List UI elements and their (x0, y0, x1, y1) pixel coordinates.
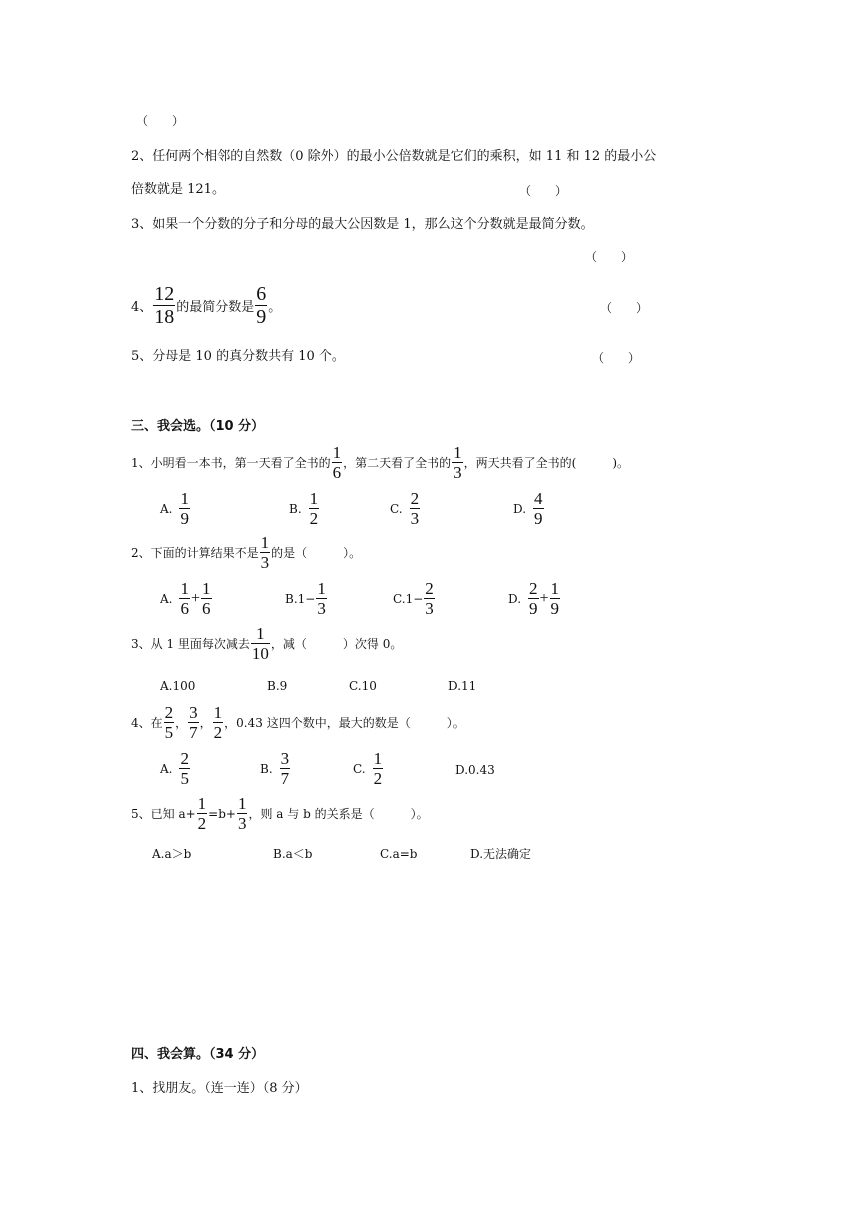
fraction-3-7 (188, 704, 199, 741)
s3-q4-stem (131, 704, 465, 741)
fraction-denominator: 2 (373, 769, 383, 788)
option-label: C. (390, 501, 403, 516)
s3-q5-option-a: A.a＞b (152, 847, 192, 861)
s4-q1-text: 1、找朋友。（连一连）（8 分） (131, 1081, 308, 1096)
option-fraction (424, 580, 435, 617)
fraction-numerator: 1 (373, 749, 383, 768)
q4-prefix: 4、 (131, 300, 153, 315)
section-3-heading: 三、我会选。（10 分） (131, 419, 265, 434)
fraction-1-3 (260, 534, 271, 571)
q4-suffix: 。 (268, 300, 282, 315)
s3-q4-text-1: 4、在 (131, 716, 163, 730)
fraction-1-3 (452, 444, 463, 481)
option-prefix: 1− (297, 591, 316, 606)
fraction-numerator: 1 (256, 624, 265, 643)
s3-q3-stem (131, 625, 402, 662)
plus-sign: + (539, 589, 549, 607)
s3-q3-option-c: C.10 (349, 679, 377, 693)
s3-q2-option-d (508, 580, 561, 617)
option-label: B. (289, 501, 302, 516)
option-label: A. (160, 591, 173, 606)
separator: ， (199, 716, 212, 730)
fraction-denominator: 7 (189, 723, 198, 742)
fraction-numerator: 1 (453, 443, 462, 462)
q2-line-2: 倍数就是 121。 (131, 182, 225, 197)
fraction-denominator: 2 (309, 509, 319, 528)
fraction-numerator: 3 (189, 703, 198, 722)
answer-paren-q4: （ ） (600, 301, 649, 315)
fraction-denominator: 6 (202, 599, 211, 618)
fraction-6-9 (255, 284, 267, 327)
option-label: A. (160, 761, 173, 776)
fraction-denominator: 6 (332, 463, 342, 482)
fraction-denominator: 2 (213, 723, 223, 742)
option-label: B. (285, 591, 298, 606)
option-fraction (179, 580, 190, 617)
s3-q2-option-b (285, 580, 328, 617)
fraction-numerator: 1 (213, 703, 223, 722)
option-fraction (410, 490, 421, 527)
q5-text: 5、分母是 10 的真分数共有 10 个。 (131, 349, 345, 364)
fraction-denominator: 5 (180, 769, 189, 788)
s3-q2-text-2: 的是（ ）。 (271, 546, 362, 560)
option-prefix: 1− (405, 591, 424, 606)
option-label: D. (508, 591, 522, 606)
s3-q2-text-1: 2、下面的计算结果不是 (131, 546, 259, 560)
fraction-numerator: 2 (425, 579, 434, 598)
option-label: C. (353, 761, 366, 776)
fraction-denominator: 3 (453, 463, 462, 482)
s3-q4-text-2: ，0.43 这四个数中，最大的数是（ ）。 (224, 716, 465, 730)
s3-q5-option-c: C.a=b (380, 847, 418, 861)
s3-q1-option-a (160, 490, 191, 527)
fraction-1-6 (332, 444, 343, 481)
option-fraction (201, 580, 212, 617)
s3-q5-option-d: D.无法确定 (470, 847, 532, 861)
fraction-1-10 (251, 625, 270, 662)
section-4-heading: 四、我会算。（34 分） (131, 1047, 265, 1062)
fraction-numerator: 1 (202, 579, 211, 598)
s3-q1-option-c (390, 490, 421, 527)
fraction-numerator: 2 (410, 489, 420, 508)
fraction-denominator: 6 (180, 599, 189, 618)
s3-q4-option-d: D.0.43 (455, 763, 495, 777)
fraction-numerator: 1 (197, 794, 207, 813)
q2-line-1: 2、任何两个相邻的自然数（0 除外）的最小公倍数就是它们的乘积，如 11 和 12 的最小公 (131, 149, 657, 164)
q3-text: 3、如果一个分数的分子和分母的最大公因数是 1，那么这个分数就是最简分数。 (131, 217, 594, 232)
fraction-denominator: 18 (154, 306, 175, 328)
fraction-numerator: 1 (237, 794, 247, 813)
option-fraction (550, 580, 561, 617)
fraction-denominator: 5 (164, 723, 174, 742)
s3-q1-option-d (513, 490, 545, 527)
fraction-numerator: 2 (164, 703, 174, 722)
option-fraction (280, 750, 291, 787)
fraction-1-3 (237, 795, 248, 832)
option-label: D. (513, 501, 527, 516)
option-fraction (528, 580, 539, 617)
answer-paren-q1: （ ） (136, 114, 185, 128)
fraction-denominator: 3 (425, 599, 434, 618)
option-fraction (533, 490, 544, 527)
s3-q1-option-b (289, 490, 320, 527)
option-fraction (373, 750, 384, 787)
fraction-denominator: 10 (251, 644, 269, 663)
s3-q3-text-2: ，减（ ）次得 0。 (270, 637, 403, 651)
q4-mid-text: 的最简分数是 (176, 300, 255, 315)
s3-q5-option-b: B.a＜b (273, 847, 313, 861)
s3-q1-text-3: ，两天共看了全书的( )。 (463, 456, 630, 470)
s3-q2-option-c (393, 580, 436, 617)
s3-q2-stem (131, 534, 361, 571)
separator: ， (175, 716, 188, 730)
s3-q4-option-c (353, 750, 384, 787)
option-fraction (316, 580, 327, 617)
fraction-2-5 (164, 704, 175, 741)
s3-q5-stem (131, 795, 429, 832)
option-label: A. (160, 501, 173, 516)
q4-statement (131, 284, 281, 327)
s3-q5-text-1: 5、已知 a+ (131, 807, 196, 821)
fraction-numerator: 1 (317, 579, 326, 598)
s3-q3-text-1: 3、从 1 里面每次减去 (131, 637, 250, 651)
option-fraction (179, 490, 190, 527)
fraction-numerator: 1 (180, 579, 189, 598)
fraction-numerator: 1 (309, 489, 319, 508)
fraction-denominator: 3 (260, 553, 270, 572)
option-label: C. (393, 591, 406, 606)
fraction-12-18 (153, 284, 175, 327)
fraction-numerator: 6 (256, 283, 267, 305)
s3-q5-text-2: ，则 a 与 b 的关系是（ ）。 (248, 807, 429, 821)
fraction-numerator: 4 (534, 489, 543, 508)
answer-paren-q2: （ ） (519, 184, 568, 198)
fraction-1-2 (213, 704, 224, 741)
fraction-denominator: 3 (317, 599, 326, 618)
answer-paren-q5: （ ） (592, 351, 641, 365)
s3-q4-option-b (260, 750, 291, 787)
fraction-numerator: 1 (260, 533, 270, 552)
option-fraction (179, 750, 190, 787)
fraction-denominator: 3 (410, 509, 420, 528)
option-fraction (309, 490, 320, 527)
fraction-numerator: 2 (180, 749, 189, 768)
s3-q3-option-b: B.9 (267, 679, 288, 693)
s3-q5-mid-text: =b+ (208, 806, 236, 821)
fraction-denominator: 9 (529, 599, 538, 618)
fraction-numerator: 1 (180, 489, 189, 508)
fraction-denominator: 3 (237, 814, 247, 833)
answer-paren-q3: （ ） (585, 250, 634, 264)
plus-sign: + (190, 589, 201, 607)
fraction-denominator: 9 (256, 306, 267, 328)
s3-q1-stem (131, 444, 629, 481)
s3-q4-option-a (160, 750, 191, 787)
fraction-numerator: 1 (332, 443, 342, 462)
fraction-1-2 (197, 795, 208, 832)
s3-q1-text-1: 1、小明看一本书，第一天看了全书的 (131, 456, 331, 470)
s3-q1-text-2: ，第二天看了全书的 (343, 456, 452, 470)
fraction-numerator: 2 (529, 579, 538, 598)
fraction-numerator: 12 (154, 283, 175, 305)
fraction-numerator: 1 (550, 579, 560, 598)
fraction-denominator: 7 (280, 769, 290, 788)
option-label: B. (260, 761, 273, 776)
fraction-denominator: 9 (534, 509, 543, 528)
s3-q3-option-d: D.11 (448, 679, 477, 693)
fraction-denominator: 9 (180, 509, 189, 528)
s3-q3-option-a: A.100 (160, 679, 196, 693)
fraction-denominator: 9 (550, 599, 560, 618)
fraction-numerator: 3 (280, 749, 290, 768)
s3-q2-option-a (160, 580, 213, 617)
fraction-denominator: 2 (197, 814, 207, 833)
